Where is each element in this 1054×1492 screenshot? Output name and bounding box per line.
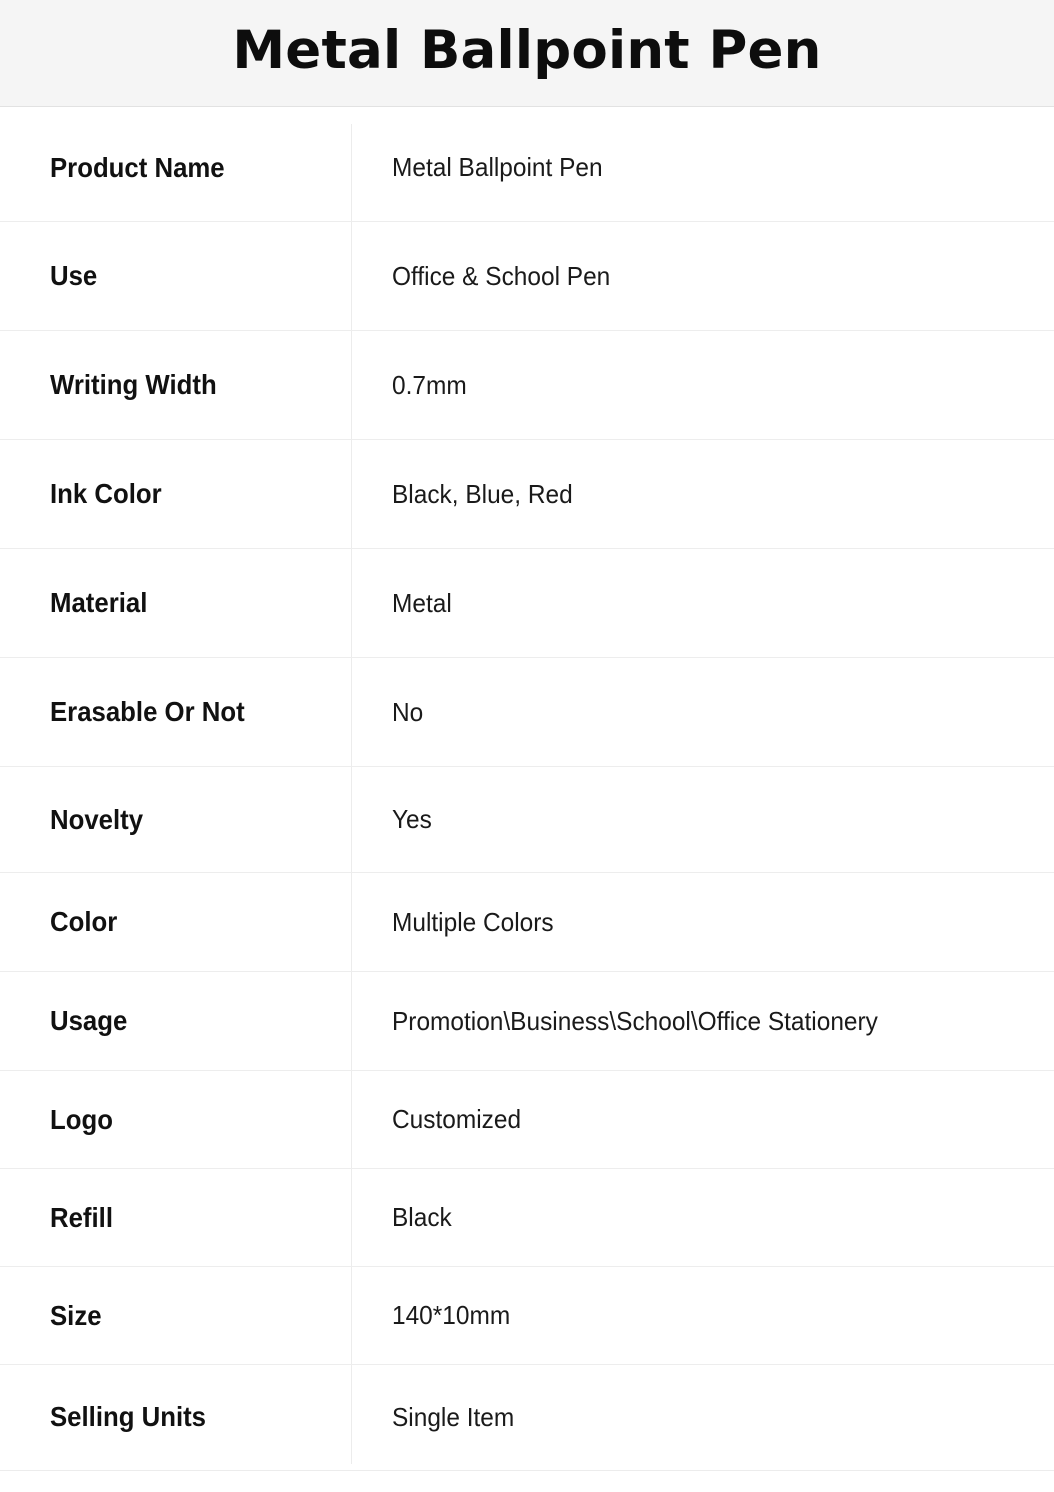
spec-row-selling-units	[0, 1365, 1054, 1469]
spec-label: Selling Units	[50, 1401, 207, 1432]
spec-label: Erasable Or Not	[50, 696, 245, 727]
spec-label: Use	[50, 260, 98, 291]
spec-row-erasable	[0, 658, 1054, 767]
spec-value: No	[392, 696, 424, 727]
spec-label: Color	[50, 906, 118, 937]
spec-value: Metal	[392, 587, 452, 618]
spec-label: Logo	[50, 1103, 113, 1135]
spec-value: Black, Blue, Red	[392, 478, 573, 509]
spec-label: Material	[50, 587, 148, 618]
title-bar	[0, 0, 1054, 107]
spec-value: Promotion\Business\School\Office Stationery	[392, 1005, 878, 1036]
spec-label: Refill	[50, 1201, 113, 1233]
bottom-border	[0, 1470, 1054, 1471]
spec-value: Single Item	[392, 1401, 515, 1432]
spec-label: Usage	[50, 1005, 128, 1036]
spec-row-usage	[0, 972, 1054, 1071]
spec-row-color	[0, 873, 1054, 972]
spec-label: Ink Color	[50, 478, 162, 509]
spec-row-use	[0, 222, 1054, 331]
spec-value: Black	[392, 1202, 452, 1232]
spec-table	[0, 114, 1054, 1470]
spec-value: Customized	[392, 1104, 522, 1134]
spec-label: Product Name	[50, 151, 225, 183]
spec-value: Metal Ballpoint Pen	[392, 152, 603, 182]
spec-value: 140*10mm	[392, 1300, 511, 1330]
spec-row-novelty	[0, 767, 1054, 873]
spec-row-refill	[0, 1169, 1054, 1267]
spec-value: Yes	[392, 804, 432, 834]
spec-row-writing-width	[0, 331, 1054, 440]
spec-row-material	[0, 549, 1054, 658]
spec-value: Office & School Pen	[392, 260, 611, 291]
spec-value: Multiple Colors	[392, 906, 554, 937]
spec-row-logo	[0, 1071, 1054, 1169]
page-title: Metal Ballpoint Pen	[232, 19, 822, 81]
spec-label: Writing Width	[50, 369, 217, 400]
spec-label: Novelty	[50, 803, 144, 835]
spec-label: Size	[50, 1299, 102, 1331]
spec-row-ink-color	[0, 440, 1054, 549]
spec-row-size	[0, 1267, 1054, 1365]
spec-value: 0.7mm	[392, 369, 467, 400]
spec-row-product-name	[0, 114, 1054, 222]
